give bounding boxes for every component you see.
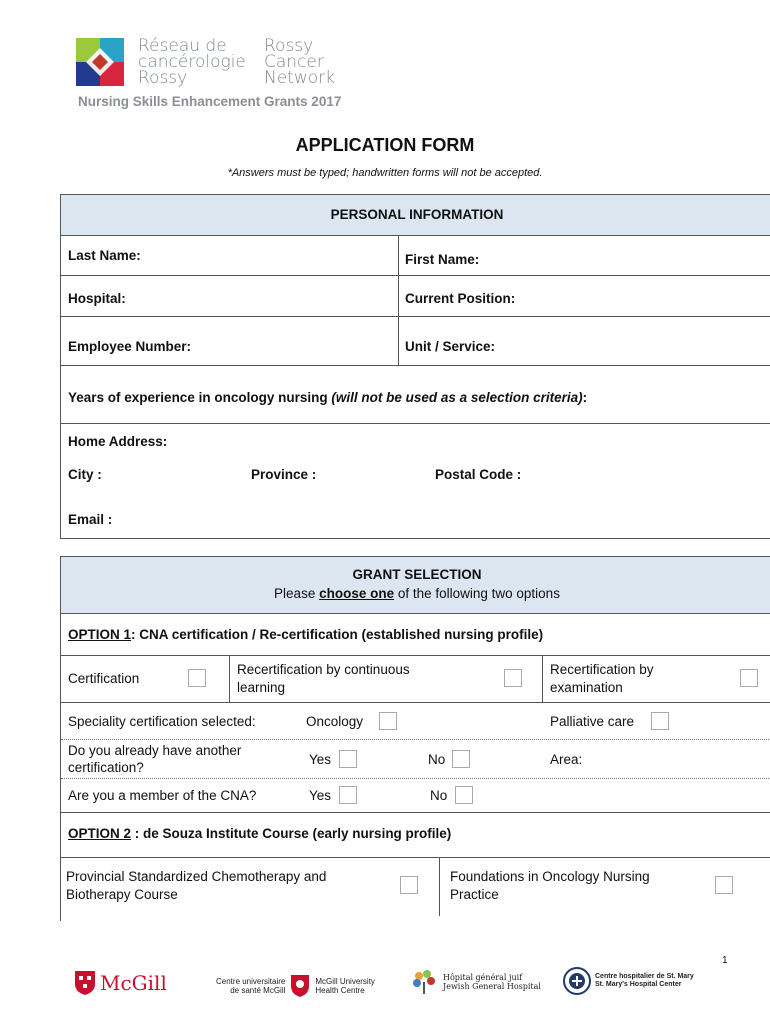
years-experience-label: Years of experience in oncology nursing (will not be used as a selection criteria): [68,390,588,405]
last-name-label: Last Name: [68,248,141,263]
cna-yes-checkbox[interactable] [339,786,357,804]
option-2-heading: OPTION 2 : de Souza Institute Course (early nursing profile) [61,813,770,858]
foundations-course-label: Foundations in Oncology Nursing Practice [450,869,650,902]
foundations-course-checkbox[interactable] [715,876,733,894]
cna-yes-label: Yes [309,788,332,803]
palliative-care-label: Palliative care [550,714,635,729]
jgh-tree-icon [410,968,438,996]
page-number: 1 [722,955,728,966]
hospital-row [61,276,770,317]
cna-no-label: No [430,788,448,803]
certification-type-row [61,656,770,703]
chemotherapy-course-checkbox[interactable] [400,876,418,894]
st-marys-logo: Centre hospitalier de St. Mary St. Mary's Hospital Center [563,967,694,995]
another-cert-no-checkbox[interactable] [452,750,470,768]
current-position-label: Current Position: [405,291,516,306]
area-label: Area: [550,752,583,767]
palliative-care-checkbox[interactable] [651,712,669,730]
province-label: Province : [251,467,317,482]
employee-number-label: Employee Number: [68,339,192,354]
grant-selection-table [60,556,770,921]
grant-subtitle: Nursing Skills Enhancement Grants 2017 [78,94,342,109]
muhc-shield-icon [290,974,310,998]
rossy-logo [76,38,124,86]
oncology-label: Oncology [306,714,364,729]
email-label: Email : [68,512,113,527]
postal-code-label: Postal Code : [435,467,522,482]
personal-info-heading: PERSONAL INFORMATION [61,195,770,236]
chemotherapy-course-label: Provincial Standardized Chemotherapy and Biotherapy Course [66,869,327,902]
cna-member-label: Are you a member of the CNA? [68,788,257,803]
name-row [61,235,770,276]
muhc-logo: Centre universitaire de santé McGill McGill University Health Centre [216,974,375,998]
unit-service-label: Unit / Service: [405,339,496,354]
speciality-label: Speciality certification selected: [68,714,256,729]
experience-row [61,366,770,424]
typed-answers-note: *Answers must be typed; handwritten forms will not be accepted. [227,167,543,179]
hospital-label: Hospital: [68,291,126,306]
option-1-heading: OPTION 1: CNA certification / Re-certification (established nursing profile) [61,614,770,656]
org-name-fr: Réseau de cancérologie Rossy [138,36,246,88]
recert-exam-label: Recertification by examination [550,662,654,695]
speciality-row [61,703,770,740]
address-row [61,424,770,539]
page-title: APPLICATION FORM [295,135,475,155]
oncology-checkbox[interactable] [379,712,397,730]
another-certification-label: Do you already have another certification? [68,743,242,775]
cna-member-row [61,779,770,813]
mcgill-logo: McGill [74,970,167,996]
cna-no-checkbox[interactable] [455,786,473,804]
org-name-en: Rossy Cancer Network [264,36,335,88]
certification-checkbox[interactable] [188,669,206,687]
employee-row [61,317,770,366]
grant-selection-heading: GRANT SELECTION Please choose one of the following two options [61,557,770,614]
recert-continuous-checkbox[interactable] [504,669,522,687]
personal-information-table [60,194,770,539]
recert-exam-checkbox[interactable] [740,669,758,687]
home-address-label: Home Address: [68,434,168,449]
jgh-logo: Hôpital général juif Jewish General Hospital [410,968,541,996]
mcgill-crest-icon [74,970,96,996]
another-certification-row [61,740,770,779]
city-label: City : [68,467,102,482]
st-marys-seal-icon [563,967,591,995]
first-name-label: First Name: [405,252,480,267]
de-souza-course-row [61,858,770,916]
recert-continuous-label: Recertification by continuous learning [237,662,410,695]
another-cert-yes-checkbox[interactable] [339,750,357,768]
certification-label: Certification [68,671,140,686]
another-cert-no-label: No [428,752,446,767]
another-cert-yes-label: Yes [309,752,332,767]
